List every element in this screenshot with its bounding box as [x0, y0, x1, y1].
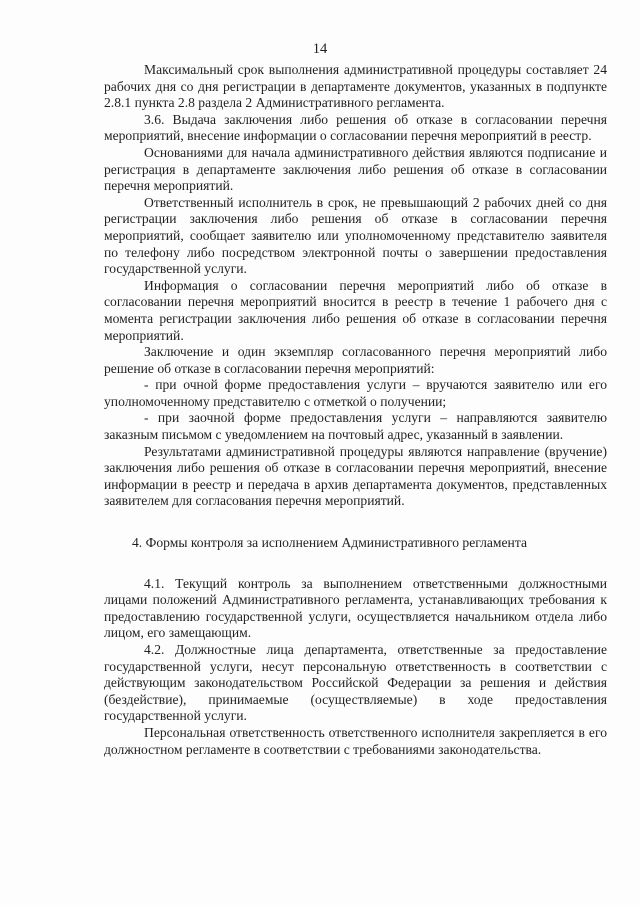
section-heading: 4. Формы контроля за исполнением Административного регламента	[132, 535, 527, 551]
paragraph-max-term: Максимальный срок выполнения административной процедуры составляет 24 рабочих дня со дня регистрации в департаменте документов, указанных в подпункте 2.8.1 пункта 2.8 раздела 2 Административного регламента.	[104, 62, 607, 111]
paragraph-in-person: - при очной форме предоставления услуги – вручаются заявителю или его уполномоченному представителю с отметкой о получении;	[104, 377, 607, 409]
page-number: 14	[312, 41, 328, 57]
document-body	[104, 62, 607, 758]
paragraph-4-1: 4.1. Текущий контроль за выполнением ответственными должностными лицами положений Административного регламента, устанавливающих требования к предоставлению государственной услуги, осуществляется начальником отдела либо лицом, его замещающим.	[104, 575, 607, 641]
paragraph-personal-responsibility: Персональная ответственность ответственного исполнителя закрепляется в его должностном регламенте в соответствии с требованиями законодательства.	[104, 724, 607, 757]
paragraph-grounds: Основаниями для начала административного действия являются подписание и регистрация в департаменте заключения либо решения об отказе в согласовании перечня мероприятий.	[104, 144, 607, 194]
paragraph-3-6: 3.6. Выдача заключения либо решения об отказе в согласовании перечня мероприятий, внесение информации о согласовании перечня мероприятий в реестр.	[104, 111, 607, 144]
paragraph-responsible-executor: Ответственный исполнитель в срок, не превышающий 2 рабочих дней со дня регистрации заключения либо решения об отказе в согласовании перечня мероприятий, сообщает заявителю или уполномоченному представителю заявителя по телефону либо посредством электронной почты о завершении предоставления государственной услуги.	[104, 194, 607, 277]
paragraph-conclusion-copy: Заключение и один экземпляр согласованного перечня мероприятий либо решение об отказе в согласовании перечня мероприятий:	[104, 344, 607, 376]
paragraph-registry-info: Информация о согласовании перечня мероприятий либо об отказе в согласовании перечня мероприятий вносится в реестр в течение 1 рабочего дня с момента регистрации заключения либо решения об отказе в согласовании перечня мероприятий.	[104, 277, 607, 343]
paragraph-results: Результатами административной процедуры являются направление (вручение) заключения либо решения об отказе в согласовании перечня мероприятий, внесение информации в реестр и передача в архив департамента документов, представленных заявителем для согласования перечня мероприятий.	[104, 443, 607, 509]
paragraph-4-2: 4.2. Должностные лица департамента, ответственные за предоставление государственной услуги, несут персональную ответственность в соответствии с действующим законодательством Российской Федерации за решения и действия (бездействие), принимаемые (осуществляемые) в ходе предоставления государственной услуги.	[104, 642, 607, 724]
paragraph-by-mail: - при заочной форме предоставления услуги – направляются заявителю заказным письмом с уведомлением на почтовый адрес, указанный в заявлении.	[104, 410, 607, 443]
